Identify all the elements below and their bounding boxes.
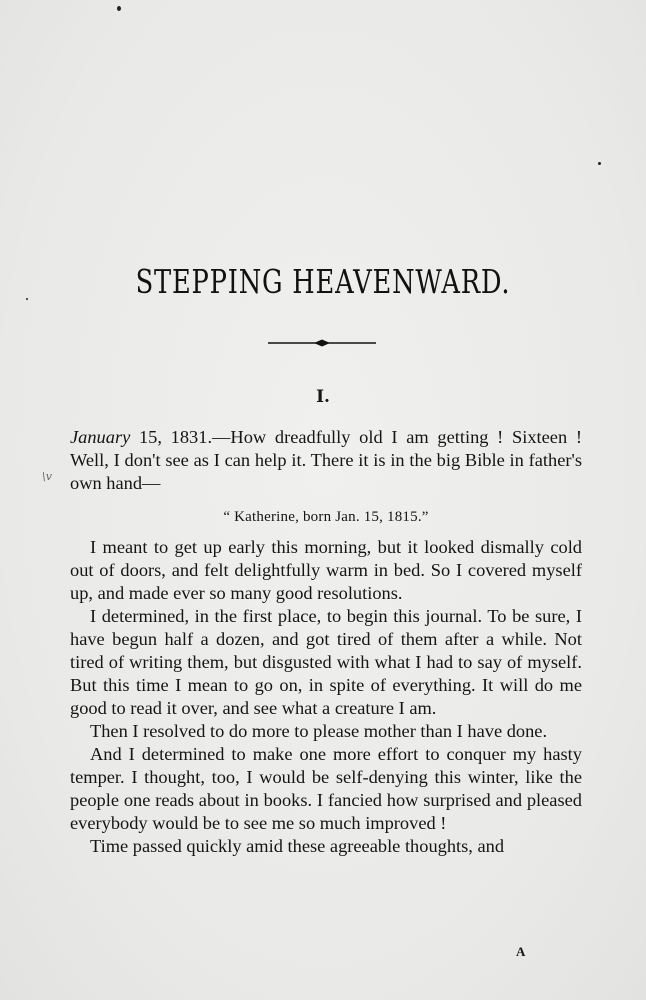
ink-speck xyxy=(598,162,601,165)
ink-speck xyxy=(117,6,121,11)
birth-record-quote: “ Katherine, born Jan. 15, 1815.” xyxy=(223,509,429,525)
signature-mark: A xyxy=(516,944,526,959)
chapter-heading: I. xyxy=(316,387,330,407)
paragraph: And I determined to make one more effort to conquer my hasty temper. I thought, too, I would be self-denying this winter, like the people one reads about in books. I fancied how surprised and pleased everybody would be to see me so much improved ! xyxy=(70,744,582,833)
paragraph: Then I resolved to do more to please mother than I have done. xyxy=(90,721,548,741)
book-title: STEPPING HEAVENWARD. xyxy=(135,262,511,301)
page-body xyxy=(70,426,582,858)
paragraph: Time passed quickly amid these agreeable thoughts, and xyxy=(90,836,505,856)
diary-entry-opening xyxy=(70,426,582,495)
margin-pencil-mark: \v xyxy=(42,470,52,483)
ink-speck xyxy=(26,298,28,300)
paragraph: I determined, in the first place, to begin this journal. To be sure, I have begun half a dozen, and got tired of them after a while. Not tired of writing them, but disgusted with what I had to say of myself. But this time I mean to go on, in spite of everything. It will do me good to read it over, and see what a creature I am. xyxy=(70,606,582,718)
title-ornament-icon xyxy=(268,339,376,347)
paragraph: I meant to get up early this morning, but it looked dismally cold out of doors, and felt delightfully warm in bed. So I covered myself up, and made ever so many good resolutions. xyxy=(70,537,582,603)
date-rest: 15, 1831.—How dreadfully old I am getting ! Sixteen ! Well, I don't see as I can help it. There it is in the big Bible in father's own hand— xyxy=(70,427,582,493)
date-label: January xyxy=(70,427,131,447)
